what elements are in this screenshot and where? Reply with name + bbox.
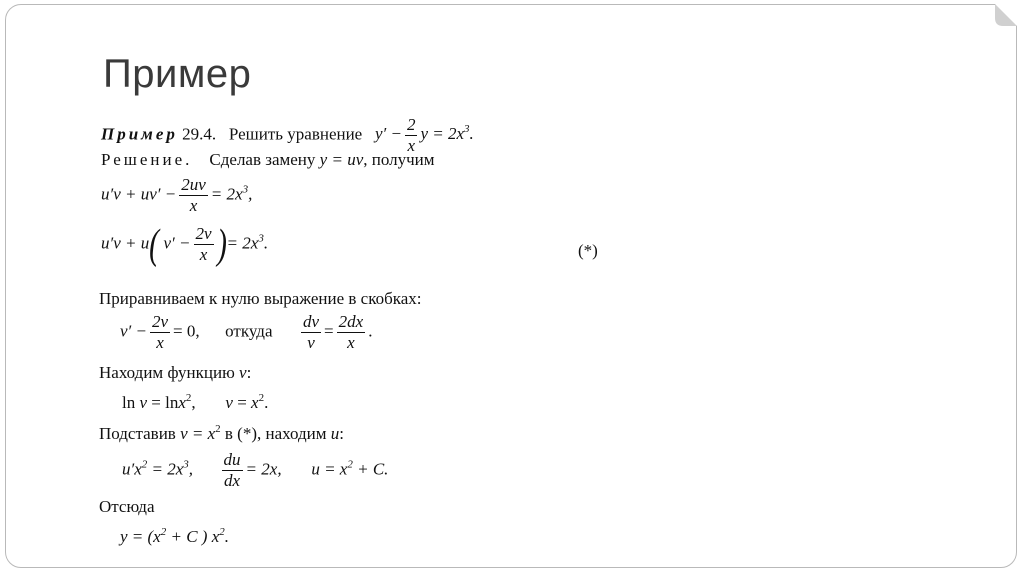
solution-heading: Решение. [101, 150, 193, 169]
podstaviv-text: Подставив [99, 424, 176, 443]
find-v-text: Находим функцию [99, 363, 235, 382]
example-number: 29.4. [182, 124, 217, 144]
equation-main: y′ − $\frac{2}{x}$ $y = 2x^3$. [374, 115, 474, 155]
equation-expanded: u′v + uv′ − $\frac{2uv}{x}$ = $2x^3$, [101, 175, 253, 215]
otsyuda-text: Отсюда [99, 497, 155, 516]
in-star-text: в (*), находим [224, 424, 327, 443]
equation-final: $y = (x^2 + C$ ) $x^2$. [120, 526, 230, 546]
page-fold-corner [995, 4, 1017, 26]
otkuda-text: откуда [225, 321, 273, 341]
example-text: Решить уравнение [228, 124, 363, 144]
slide-title: Пример [103, 52, 252, 96]
text-zero: Приравниваем к нулю выражение в скобках: [99, 289, 422, 308]
substitute-line: Подставив $v = x^2$ в (*), находим u: [99, 423, 344, 443]
solution-text: Сделав замену [209, 150, 316, 169]
equation-log: ln v = lnx$^2$, $v = x^2$. [122, 392, 269, 412]
substitution: y = uv [319, 150, 364, 169]
equation-zero: v′ − $\frac{2v}{x}$ = 0, откуда $\frac{dv}{v}$ = $\frac{2dx}{x}$ . [120, 312, 373, 352]
solution-after: , получим [363, 150, 435, 169]
find-v-line: Находим функцию v: [99, 363, 252, 382]
solution-line [101, 150, 435, 170]
v-equals: v = x [180, 424, 216, 443]
example-heading: Пример [101, 124, 178, 144]
equation-u: $u'x^2 = 2x^3$, $\frac{du}{dx}$ = 2x, $u = x^2 + C$. [122, 450, 389, 490]
equation-grouped: u′v + u( v′ − $\frac{2v}{x}$ )= $2x^3$. [101, 221, 269, 268]
equation-label: (*) [578, 241, 598, 260]
